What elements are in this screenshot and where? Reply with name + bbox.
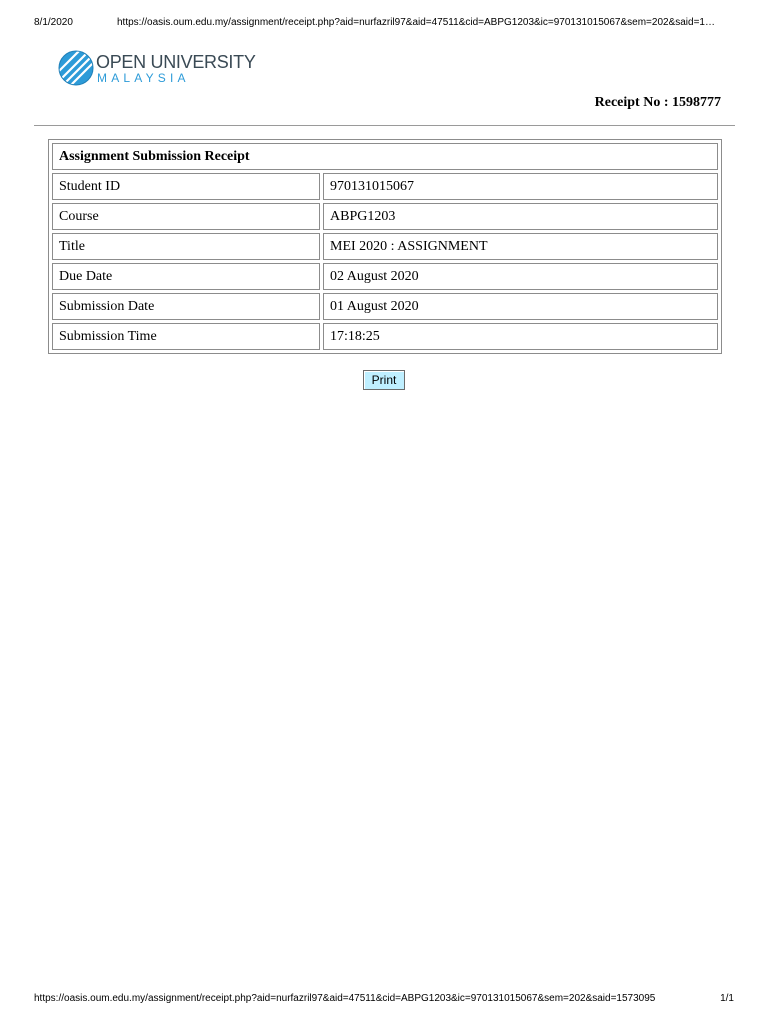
- print-footer-url: https://oasis.oum.edu.my/assignment/receipt.php?aid=nurfazril97&aid=47511&cid=ABPG1203&ic=970131015067&sem=202&said=1573095: [34, 993, 656, 1004]
- table-title-row: [52, 143, 718, 170]
- row-label: Course: [52, 203, 320, 230]
- row-value: 02 August 2020: [323, 263, 718, 290]
- row-value: 17:18:25: [323, 323, 718, 350]
- table-row: [52, 203, 718, 230]
- university-logo[interactable]: [58, 48, 256, 88]
- table-row: [52, 263, 718, 290]
- table-row: [52, 233, 718, 260]
- page-number: 1/1: [720, 993, 734, 1004]
- oum-logo-icon: [58, 50, 94, 86]
- row-value: MEI 2020 : ASSIGNMENT: [323, 233, 718, 260]
- table-row: [52, 293, 718, 320]
- table-row: [52, 173, 718, 200]
- print-date: 8/1/2020: [34, 17, 73, 28]
- logo-text-line2: MALAYSIA: [97, 70, 190, 85]
- row-value: 970131015067: [323, 173, 718, 200]
- receipt-number: Receipt No : 1598777: [594, 95, 721, 110]
- print-header-url: https://oasis.oum.edu.my/assignment/receipt.php?aid=nurfazril97&aid=47511&cid=ABPG1203&ic=970131015067&sem=202&said=1…: [117, 17, 715, 28]
- header-divider: [34, 125, 735, 126]
- row-label: Submission Date: [52, 293, 320, 320]
- print-button[interactable]: Print: [363, 370, 405, 390]
- row-label: Submission Time: [52, 323, 320, 350]
- logo-text-line1: OPEN UNIVERSITY: [96, 51, 256, 72]
- row-label: Title: [52, 233, 320, 260]
- table-row: [52, 323, 718, 350]
- row-value: 01 August 2020: [323, 293, 718, 320]
- row-label: Student ID: [52, 173, 320, 200]
- row-label: Due Date: [52, 263, 320, 290]
- table-title: Assignment Submission Receipt: [52, 143, 718, 170]
- receipt-table: [48, 139, 722, 354]
- row-value: ABPG1203: [323, 203, 718, 230]
